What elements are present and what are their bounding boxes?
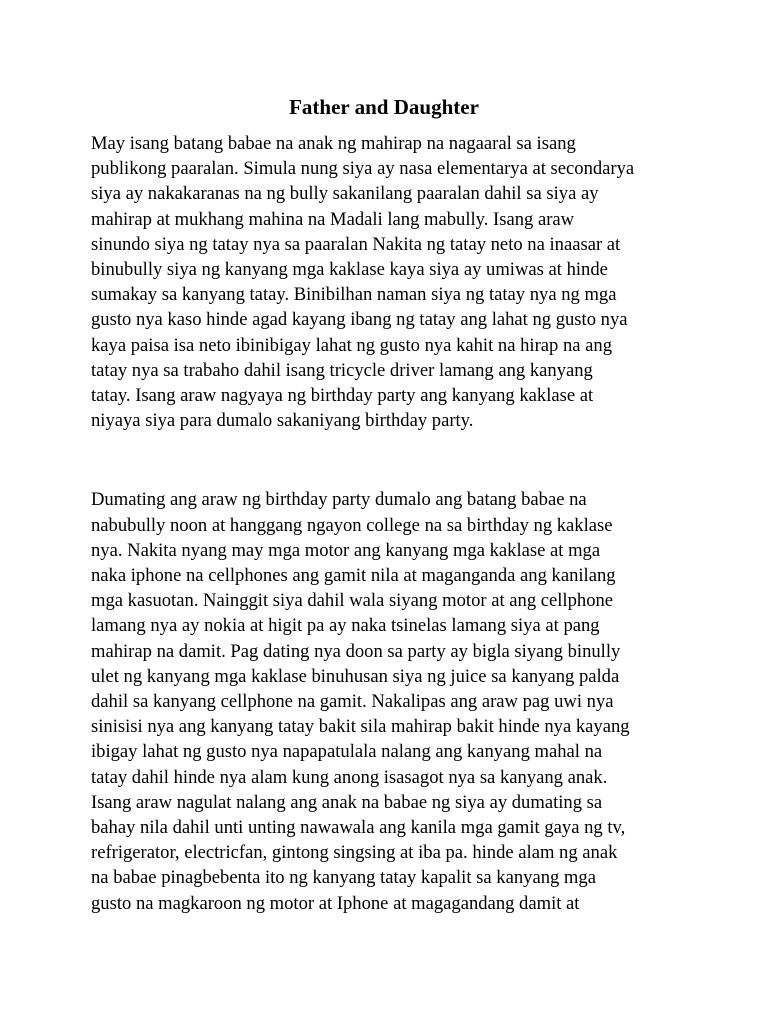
paragraph-line: nabubully noon at hanggang ngayon college na sa birthday ng kaklase [91, 514, 613, 536]
paragraph-line: binubully siya ng kanyang mga kaklase kaya siya ay umiwas at hinde [91, 259, 608, 281]
paragraph-line: sinisisi nya ang kanyang tatay bakit sila mahirap bakit hinde nya kayang [91, 716, 630, 738]
paragraph-line: nya. Nakita nyang may mga motor ang kanyang mga kaklase at mga [91, 539, 601, 561]
paragraph-line: na babae pinagbebenta ito ng kanyang tatay kapalit sa kanyang mga [91, 867, 596, 889]
paragraph-line: lamang nya ay nokia at higit pa ay naka tsinelas lamang siya at pang [91, 615, 600, 637]
paragraph [91, 131, 691, 433]
paragraph-line: tatay dahil hinde nya alam kung anong isasagot nya sa kanyang anak. [91, 766, 608, 788]
paragraph-line: gusto nya kaso hinde agad kayang ibang ng tatay ang lahat ng gusto nya [91, 309, 628, 331]
paragraph-line: mahirap at mukhang mahina na Madali lang mabully. Isang araw [91, 208, 575, 230]
paragraph-line: naka iphone na cellphones ang gamit nila at maganganda ang kanilang [91, 565, 616, 587]
document-title: Father and Daughter [289, 95, 479, 119]
paragraph-line: tatay. Isang araw nagyaya ng birthday party ang kanyang kaklase at [91, 385, 594, 407]
paragraph-line: ibigay lahat ng gusto nya napapatulala nalang ang kanyang mahal na [91, 741, 603, 763]
paragraph-line: tatay nya sa trabaho dahil isang tricycle driver lamang ang kanyang [91, 359, 593, 381]
paragraph-line: May isang batang babae na anak ng mahirap na nagaaral sa isang [91, 133, 576, 154]
paragraph-line: gusto na magkaroon ng motor at Iphone at magagandang damit at [91, 892, 580, 914]
paragraph-line: kaya paisa isa neto ibinibigay lahat ng gusto nya kahit na hirap na ang [91, 334, 612, 356]
paragraph-line: Isang araw nagulat nalang ang anak na babae ng siya ay dumating sa [91, 791, 603, 813]
paragraph [91, 487, 691, 915]
paragraph-line: ulet ng kanyang mga kaklase binuhusan siya ng juice sa kanyang palda [91, 665, 620, 687]
paragraph-line: bahay nila dahil unti unting nawawala ang kanila mga gamit gaya ng tv, [91, 817, 626, 839]
paragraph-spacer [91, 433, 691, 487]
paragraph-line: dahil sa kanyang cellphone na gamit. Nakalipas ang araw pag uwi nya [91, 691, 614, 713]
paragraph-line: Dumating ang araw ng birthday party dumalo ang batang babae na [91, 489, 587, 511]
paragraph-line: refrigerator, electricfan, gintong singsing at iba pa. hinde alam ng anak [91, 842, 618, 864]
paragraph-line: mahirap na damit. Pag dating nya doon sa party ay bigla siyang binully [91, 640, 621, 662]
paragraph-line: mga kasuotan. Nainggit siya dahil wala siyang motor at ang cellphone [91, 590, 614, 612]
paragraph-line: publikong paaralan. Simula nung siya ay nasa elementarya at secondarya [91, 158, 635, 180]
paragraph-line: sinundo siya ng tatay nya sa paaralan Nakita ng tatay neto na inaasar at [91, 233, 621, 255]
paragraph-line: niyaya siya para dumalo sakaniyang birthday party. [91, 410, 474, 432]
document-body [91, 131, 691, 916]
paragraph-line: sumakay sa kanyang tatay. Binibilhan naman siya ng tatay nya ng mga [91, 284, 617, 306]
paragraph-line: siya ay nakakaranas na ng bully sakanilang paaralan dahil sa siya ay [91, 183, 599, 205]
